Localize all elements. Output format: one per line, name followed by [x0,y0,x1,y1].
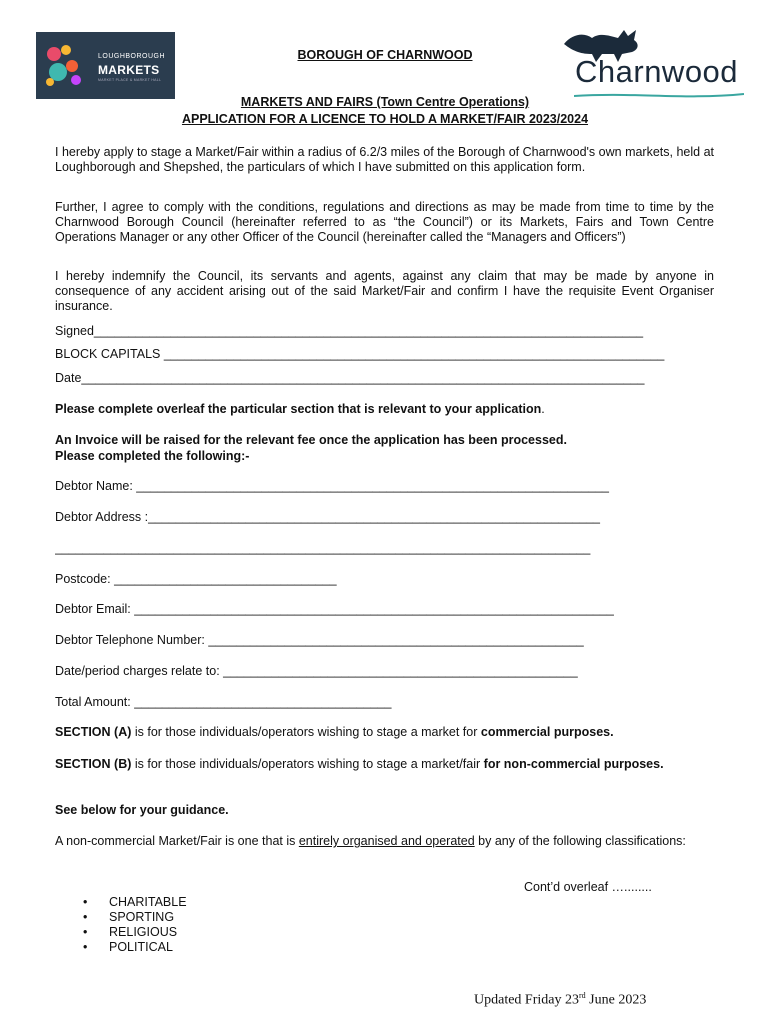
debtor-email-field[interactable]: Debtor Email: _____________________________________________________________________ [55,602,614,616]
logo-text-sub: MARKET PLACE & MARKET HALL [98,78,162,82]
classification-list [83,895,187,955]
logo-text-markets: MARKETS [98,63,160,77]
noncommercial-definition [55,833,695,849]
complete-overleaf-note [55,402,545,416]
total-amount-field[interactable]: Total Amount: _____________________________________ [55,695,392,709]
section-a-label: SECTION (A) [55,725,132,739]
date-field[interactable]: Date_________________________________________________________________________________ [55,371,645,385]
borough-heading: BOROUGH OF CHARNWOOD [297,48,473,62]
debtor-name-field[interactable]: Debtor Name: ____________________________________________________________________ [55,479,610,493]
signed-field[interactable]: Signed_______________________________________________________________________________ [55,324,644,338]
complete-overleaf-period: . [541,402,545,416]
continued-overleaf: Cont’d overleaf …........ [524,880,652,894]
list-item: • RELIGIOUS [83,925,187,940]
loughborough-markets-logo [36,32,175,99]
updated-date [474,991,646,1009]
noncommercial-post: by any of the following classifications: [474,834,686,848]
logo-text-loughborough: LOUGHBOROUGH [98,53,166,60]
footer-pre: Updated Friday 23 [474,992,579,1008]
markets-logo-icon [36,32,96,99]
department-heading: MARKETS AND FAIRS (Town Centre Operations) [240,95,530,109]
invoice-note: An Invoice will be raised for the relevant fee once the application has been processed. [55,433,567,447]
noncommercial-underlined: entirely organised and operated [298,834,475,848]
section-a-bold: commercial purposes. [480,725,614,739]
block-capitals-field[interactable]: BLOCK CAPITALS ________________________________________________________________________ [55,347,665,361]
paragraph-indemnify: I hereby indemnify the Council, its servants and agents, against any claim that may be made by anyone in consequence of any accident arising out of the said Market/Fair and confirm I have the requisite Event Organiser insurance. [55,269,714,313]
debtor-address-line2[interactable]: _____________________________________________________________________________ [55,541,591,555]
debtor-telephone-field[interactable]: Debtor Telephone Number: ______________________________________________________ [55,633,584,647]
charges-period-field[interactable]: Date/period charges relate to: ___________________________________________________ [55,664,578,678]
application-title: APPLICATION FOR A LICENCE TO HOLD A MARKET/FAIR 2023/2024 [181,112,589,126]
footer-post: June 2023 [585,992,647,1008]
section-a-note [55,725,614,739]
wordmark-underline [574,92,744,100]
guidance-note: See below for your guidance. [55,803,229,817]
complete-following-note: Please completed the following:- [55,449,250,463]
section-b-bold: for non-commercial purposes. [483,757,664,771]
noncommercial-pre: A non-commercial Market/Fair is one that is [55,834,299,848]
section-b-label: SECTION (B) [55,757,132,771]
paragraph-apply: I hereby apply to stage a Market/Fair within a radius of 6.2/3 miles of the Borough of Charnwood's own markets, held at Loughborough and Shepshed, the particulars of which I have submitted on this application form. [55,145,714,174]
complete-overleaf-text: Please complete overleaf the particular section that is relevant to your application [55,402,542,416]
section-b-text: is for those individuals/operators wishing to stage a market/fair [131,757,484,771]
paragraph-conditions: Further, I agree to comply with the conditions, regulations and directions as may be made from time to time by the Charnwood Borough Council (hereinafter referred to as “the Council”) or its Markets, Fairs and Town Centre Operations Manager or any other Officer of the Council (hereinafter called the “Managers and Officers”) [55,200,714,244]
debtor-address-field[interactable]: Debtor Address :_________________________________________________________________ [55,510,600,524]
list-item: • CHARITABLE [83,895,187,910]
charnwood-wordmark: Charnwood [575,54,739,89]
list-item: • SPORTING [83,910,187,925]
section-b-note [55,756,695,772]
footer-sup: rd [578,991,586,1000]
section-a-text: is for those individuals/operators wishing to stage a market for [131,725,481,739]
postcode-field[interactable]: Postcode: ________________________________ [55,572,337,586]
charnwood-logo [560,24,738,102]
list-item: • POLITICAL [83,940,187,955]
